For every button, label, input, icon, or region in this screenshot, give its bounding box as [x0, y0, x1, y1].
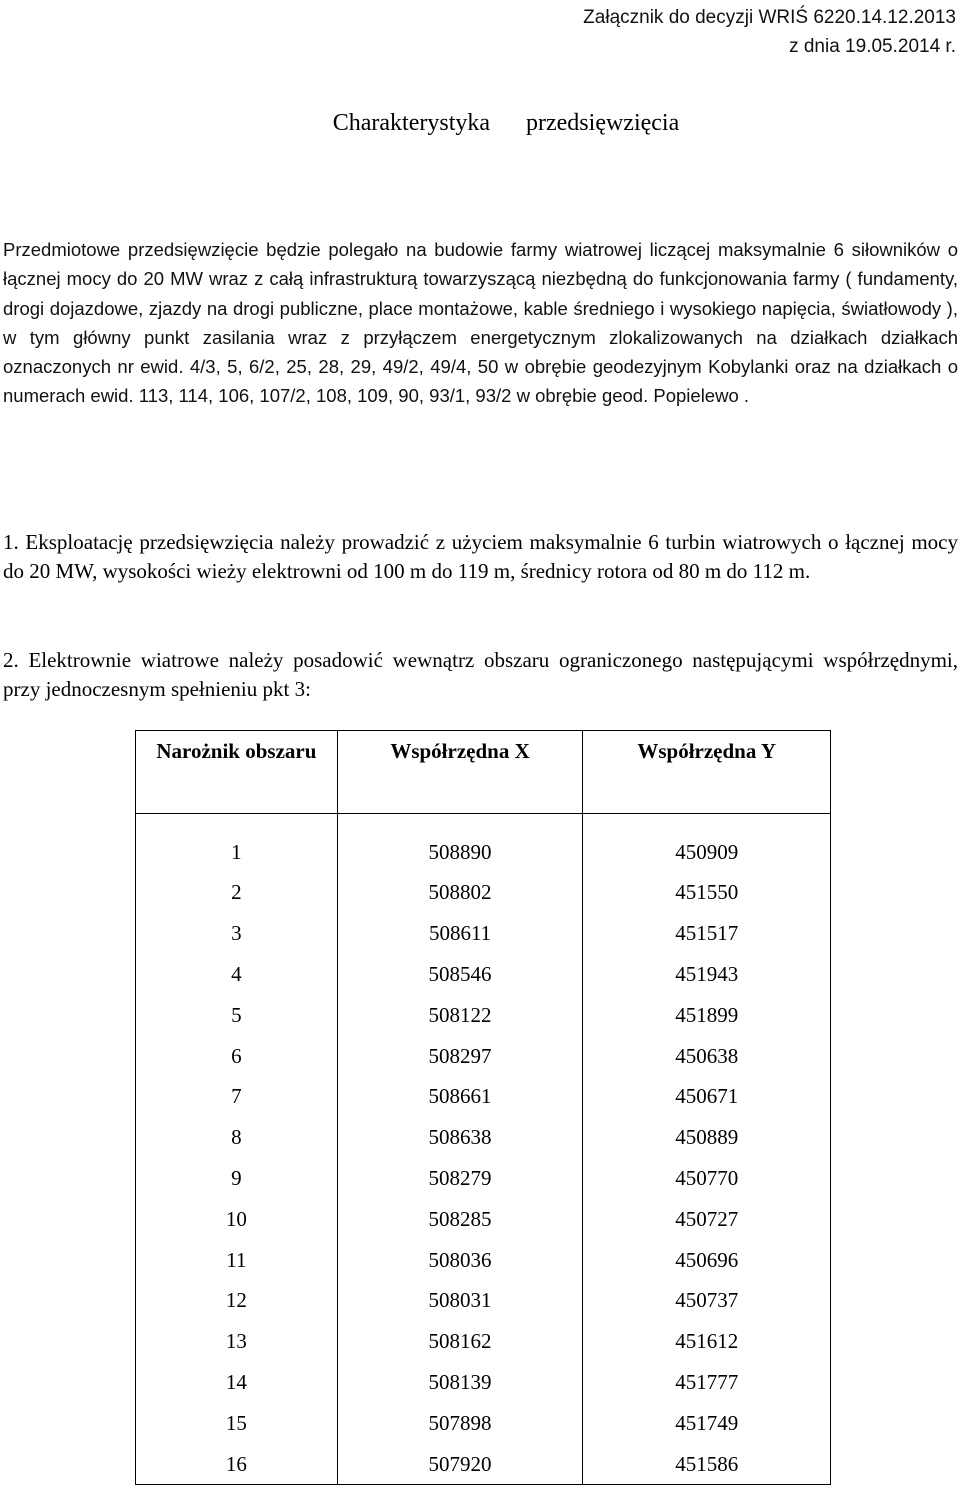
coord-x-value: 508661	[337, 1076, 583, 1117]
corner-number: 16	[136, 1443, 338, 1484]
corner-number: 14	[136, 1362, 338, 1403]
table-row	[136, 1362, 831, 1403]
coord-x-value: 508122	[337, 994, 583, 1035]
coord-y-value: 451749	[583, 1402, 831, 1443]
coord-x-value: 508036	[337, 1239, 583, 1280]
table-row	[136, 954, 831, 995]
table-row	[136, 1239, 831, 1280]
corner-number: 2	[136, 872, 338, 913]
coord-y-value: 451517	[583, 913, 831, 954]
table-row	[136, 994, 831, 1035]
corner-number: 13	[136, 1321, 338, 1362]
coord-y-value: 451550	[583, 872, 831, 913]
coord-y-value: 450737	[583, 1280, 831, 1321]
corner-number: 9	[136, 1158, 338, 1199]
coordinates-table	[135, 730, 831, 1485]
corner-number: 1	[136, 814, 338, 873]
corner-number: 3	[136, 913, 338, 954]
coord-x-value: 508139	[337, 1362, 583, 1403]
corner-number: 11	[136, 1239, 338, 1280]
coord-x-value: 508297	[337, 1035, 583, 1076]
table-row	[136, 1321, 831, 1362]
coord-x-value: 508546	[337, 954, 583, 995]
attachment-header	[583, 3, 956, 61]
header-corner: Narożnik obszaru	[136, 731, 338, 814]
coord-y-value: 450727	[583, 1198, 831, 1239]
coord-x-value: 508611	[337, 913, 583, 954]
corner-number: 8	[136, 1117, 338, 1158]
table-row	[136, 1443, 831, 1484]
corner-number: 4	[136, 954, 338, 995]
table-row	[136, 913, 831, 954]
coord-x-value: 508031	[337, 1280, 583, 1321]
table-row	[136, 1280, 831, 1321]
corner-number: 5	[136, 994, 338, 1035]
table-body	[136, 814, 831, 1485]
table-row	[136, 1035, 831, 1076]
coord-y-value: 450671	[583, 1076, 831, 1117]
coord-x-value: 508279	[337, 1158, 583, 1199]
table-row	[136, 1158, 831, 1199]
table-row	[136, 1198, 831, 1239]
coord-y-value: 451899	[583, 994, 831, 1035]
table-row	[136, 1402, 831, 1443]
coord-x-value: 508162	[337, 1321, 583, 1362]
coord-y-value: 451612	[583, 1321, 831, 1362]
table-row	[136, 1117, 831, 1158]
header-date: z dnia 19.05.2014 r.	[789, 36, 956, 57]
header-coord-x: Współrzędna X	[337, 731, 583, 814]
coord-y-value: 450638	[583, 1035, 831, 1076]
coord-y-value: 450909	[583, 814, 831, 873]
corner-number: 15	[136, 1402, 338, 1443]
coord-x-value: 508890	[337, 814, 583, 873]
coord-x-value: 507898	[337, 1402, 583, 1443]
corner-number: 7	[136, 1076, 338, 1117]
coord-x-value: 508802	[337, 872, 583, 913]
coord-y-value: 450889	[583, 1117, 831, 1158]
coord-x-value: 507920	[337, 1443, 583, 1484]
intro-paragraph: Przedmiotowe przedsięwzięcie będzie polegało na budowie farmy wiatrowej liczącej maksymalnie 6 siłowników o łącznej mocy do 20 MW wraz z całą infrastrukturą towarzyszącą niezbędną do funkcjonowania farmy ( fundamenty, drogi dojazdowe, zjazdy na drogi publiczne, place montażowe, kable średniego i wysokiego napięcia, światłowody ), w tym główny punkt zasilania wraz z przyłączem energetycznym zlokalizowanych na działkach działkach oznaczonych nr ewid. 4/3, 5, 6/2, 25, 28, 29, 49/2, 49/4, 50 w obrębie geodezyjnym Kobylanki oraz na działkach o numerach ewid. 113, 114, 106, 107/2, 108, 109, 90, 93/1, 93/2 w obrębie geod. Popielewo .	[3, 239, 958, 407]
corner-number: 12	[136, 1280, 338, 1321]
table-header-row	[136, 731, 831, 814]
point-2-paragraph: 2. Elektrownie wiatrowe należy posadowić wewnątrz obszaru ograniczonego następującymi współrzędnymi, przy jednoczesnym spełnieniu pkt 3:	[3, 648, 958, 701]
coord-y-value: 450770	[583, 1158, 831, 1199]
coord-y-value: 451943	[583, 954, 831, 995]
header-coord-y: Współrzędna Y	[583, 731, 831, 814]
coord-y-value: 451777	[583, 1362, 831, 1403]
page-title: Charakterystyka przedsięwzięcia	[332, 110, 680, 136]
point-1-paragraph: 1. Eksploatację przedsięwzięcia należy prowadzić z użyciem maksymalnie 6 turbin wiatrowych o łącznej mocy do 20 MW, wysokości wieży elektrowni od 100 m do 119 m, średnicy rotora od 80 m do 112 m.	[3, 530, 958, 583]
corner-number: 10	[136, 1198, 338, 1239]
coord-x-value: 508638	[337, 1117, 583, 1158]
coord-y-value: 450696	[583, 1239, 831, 1280]
table-row	[136, 1076, 831, 1117]
header-decision-ref: Załącznik do decyzji WRIŚ 6220.14.12.2013	[583, 7, 956, 28]
corner-number: 6	[136, 1035, 338, 1076]
table-row	[136, 814, 831, 873]
coord-y-value: 451586	[583, 1443, 831, 1484]
table-row	[136, 872, 831, 913]
coord-x-value: 508285	[337, 1198, 583, 1239]
